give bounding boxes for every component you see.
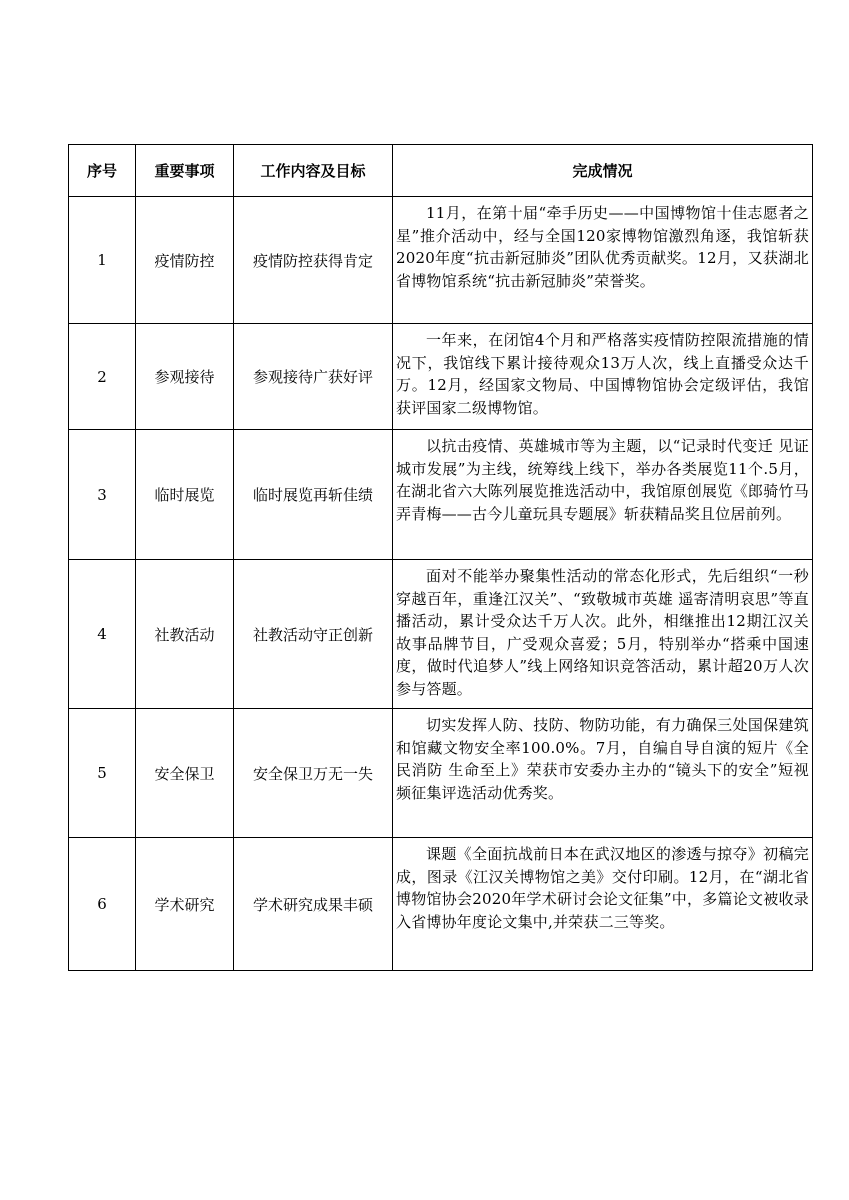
row-status: 面对不能举办聚集性活动的常态化形式，先后组织“一秒穿越百年，重逢江汉关”、“致敬城市英雄 遥寄清明哀思”等直播活动，累计受众达千万人次。此外，相继推出12期江汉关故事品牌节目，广受观众喜爱；5月，特别举办“搭乘中国速度，做时代追梦人”线上网络知识竞答活动，累计超20万人次参与答题。 — [393, 560, 813, 709]
row-goal: 学术研究成果丰硕 — [234, 838, 393, 971]
row-no: 4 — [69, 560, 136, 709]
row-status: 11月，在第十届“牵手历史——中国博物馆十佳志愿者之星”推介活动中，经与全国120家博物馆激烈角逐，我馆斩获2020年度“抗击新冠肺炎”团队优秀贡献奖。12月，又获湖北省博物馆系统“抗击新冠肺炎”荣誉奖。 — [393, 197, 813, 324]
table-row — [69, 430, 813, 560]
table-row — [69, 560, 813, 709]
row-goal: 临时展览再斩佳绩 — [234, 430, 393, 560]
row-item: 安全保卫 — [136, 709, 234, 838]
table-row — [69, 709, 813, 838]
header-item: 重要事项 — [136, 145, 234, 197]
row-no: 5 — [69, 709, 136, 838]
header-status: 完成情况 — [393, 145, 813, 197]
header-no: 序号 — [69, 145, 136, 197]
row-no: 6 — [69, 838, 136, 971]
row-goal: 参观接待广获好评 — [234, 324, 393, 430]
row-status: 切实发挥人防、技防、物防功能，有力确保三处国保建筑和馆藏文物安全率100.0%。7月，自编自导自演的短片《全民消防 生命至上》荣获市安委办主办的“镜头下的安全”短视频征集评选活动优秀奖。 — [393, 709, 813, 838]
header-goal: 工作内容及目标 — [234, 145, 393, 197]
row-goal: 社教活动守正创新 — [234, 560, 393, 709]
table-row — [69, 197, 813, 324]
row-item: 参观接待 — [136, 324, 234, 430]
row-status: 课题《全面抗战前日本在武汉地区的渗透与掠夺》初稿完成，图录《江汉关博物馆之美》交付印刷。12月，在“湖北省博物馆协会2020年学术研讨会论文征集”中，多篇论文被收录入省博协年度论文集中,并荣获二三等奖。 — [393, 838, 813, 971]
row-item: 疫情防控 — [136, 197, 234, 324]
row-status: 一年来，在闭馆4个月和严格落实疫情防控限流措施的情况下，我馆线下累计接待观众13万人次，线上直播受众达千万。12月，经国家文物局、中国博物馆协会定级评估，我馆获评国家二级博物馆。 — [393, 324, 813, 430]
row-item: 社教活动 — [136, 560, 234, 709]
row-no: 3 — [69, 430, 136, 560]
table-row — [69, 838, 813, 971]
row-item: 临时展览 — [136, 430, 234, 560]
row-goal: 疫情防控获得肯定 — [234, 197, 393, 324]
row-no: 2 — [69, 324, 136, 430]
row-goal: 安全保卫万无一失 — [234, 709, 393, 838]
work-summary-table — [68, 144, 813, 971]
row-no: 1 — [69, 197, 136, 324]
row-status: 以抗击疫情、英雄城市等为主题，以“记录时代变迁 见证城市发展”为主线，统筹线上线下，举办各类展览11个.5月，在湖北省六大陈列展览推选活动中，我馆原创展览《郎骑竹马弄青梅——古今儿童玩具专题展》斩获精品奖且位居前列。 — [393, 430, 813, 560]
table-row — [69, 324, 813, 430]
row-item: 学术研究 — [136, 838, 234, 971]
table-header-row — [69, 145, 813, 197]
